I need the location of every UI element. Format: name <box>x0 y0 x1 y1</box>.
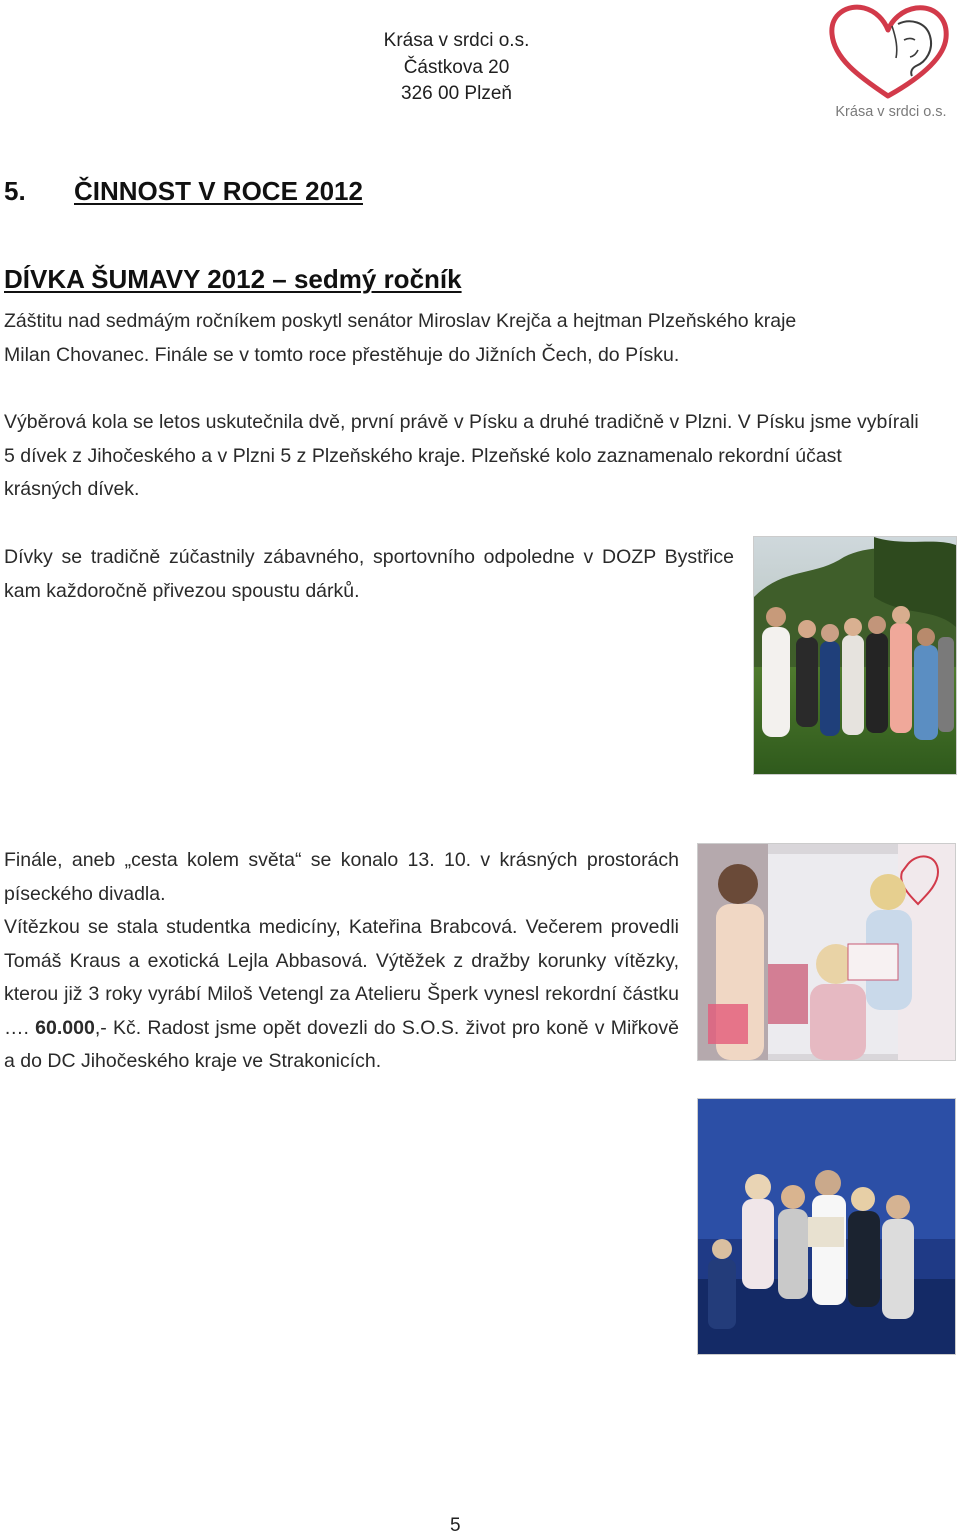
group-photo-image <box>754 537 956 774</box>
paragraph-rounds: Výběrová kola se letos uskutečnila dvě, první právě v Písku a druhé tradičně v Plzni. V Písku jsme vybírali 5 dívek z Jihočeského a v Plzni 5 z Plzeňského kraje. Plzeňské kolo zaznamenalo rekordní účast krásných dívek. <box>4 411 919 501</box>
page-number: 5 <box>450 1515 461 1536</box>
finale-photo-image <box>698 844 955 1060</box>
photo-donation-group <box>697 1098 956 1355</box>
winner-text: Vítězkou se stala studentka medicíny, Kateřina Brabcová. Večerem provedli Tomáš Kraus a exotická Lejla Abbasová. Výtěžek z dražby korunky vítězky, kterou již 3 roky vyrábí Miloš Vetengl za Atelieru Šperk vynesl rekordní částku …. <box>4 916 679 1039</box>
auction-amount: 60.000 <box>35 1016 95 1039</box>
subsection-title: DÍVKA ŠUMAVY 2012 – sedmý ročník <box>4 264 462 294</box>
city-address: 326 00 Plzeň <box>401 83 512 104</box>
section-number: 5. <box>4 176 26 206</box>
paragraph-finale: Finále, aneb „cesta kolem světa“ se konalo 13. 10. v krásných prostorách píseckého divadla. <box>4 849 679 905</box>
winner-text-end: ,- Kč. Radost jsme opět dovezli do S.O.S. život pro koně v Miřkově a do DC Jihočeského kraje ve Strakonicích. <box>4 1016 679 1073</box>
header-address <box>300 28 613 108</box>
paragraph-line: Záštitu nad sedmáým ročníkem poskytl senátor Miroslav Krejča a hejtman Plzeňského kraje <box>4 310 797 332</box>
section-title: ČINNOST V ROCE 2012 <box>74 176 363 206</box>
donation-photo-image <box>698 1099 955 1354</box>
photo-finale-winners <box>697 843 956 1061</box>
paragraph-patronage <box>4 305 924 372</box>
logo-caption: Krása v srdci o.s. <box>835 104 947 120</box>
photo-outdoor-group <box>753 536 957 775</box>
organization-logo <box>818 0 960 128</box>
street-address: Částkova 20 <box>403 56 510 78</box>
heart-face-icon <box>818 0 960 108</box>
paragraph-line: Milan Chovanec. Finále se v tomto roce přestěhuje do Jižních Čech, do Písku. <box>4 343 680 366</box>
section-heading <box>4 176 363 207</box>
paragraph-dozp: Dívky se tradičně zúčastnily zábavného, sportovního odpoledne v DOZP Bystřice kam každoročně přivezou spoustu dárků. <box>4 546 734 602</box>
org-name: Krása v srdci o.s. <box>383 30 530 51</box>
paragraph-winner <box>4 911 679 1079</box>
